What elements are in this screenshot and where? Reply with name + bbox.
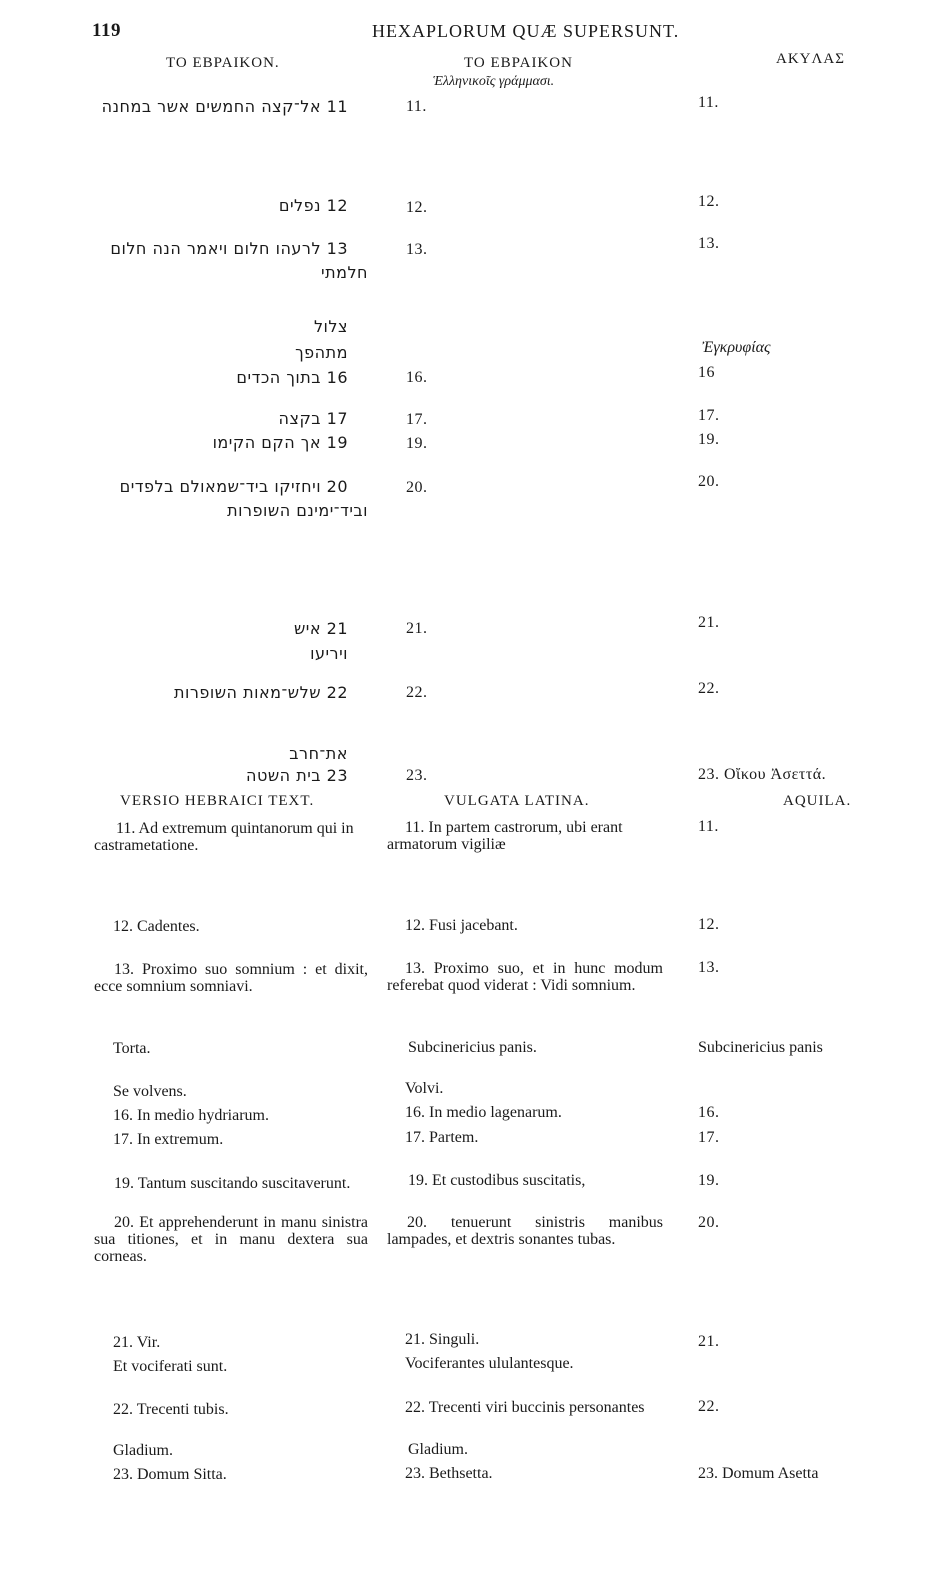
- latin-versio-20: 20. Et apprehenderunt in manu sinistra sua titiones, et in manu dextera sua corneas.: [94, 1214, 368, 1265]
- latin-versio-23: 23. Domum Sitta.: [113, 1466, 227, 1483]
- latin-vulgata-gladium: Gladium.: [408, 1441, 468, 1458]
- hebrew-verse-11: 11 אל־קצה החמשים אשר במחנה: [101, 97, 348, 116]
- aquila-greek-22: 22.: [698, 680, 720, 697]
- latin-aquila-17: 17.: [698, 1129, 720, 1146]
- latin-header-col1: VERSIO HEBRAICI TEXT.: [120, 793, 315, 809]
- hebrew-verse-21: 21 איש: [293, 619, 348, 638]
- greek-col2-22: 22.: [406, 684, 428, 701]
- latin-aquila-subcinericius: Subcinericius panis: [698, 1039, 823, 1056]
- aquila-greek-23: 23. Οἴκου Ἀσεττά.: [698, 766, 827, 783]
- greek-col2-19: 19.: [406, 435, 428, 452]
- latin-versio-12: 12. Cadentes.: [113, 918, 200, 935]
- latin-vulgata-13: 13. Proximo suo, et in hunc modum referebat quod viderat : Vidi somnium.: [387, 960, 663, 994]
- latin-header-col3: AQUILA.: [783, 793, 852, 809]
- latin-aquila-23: 23. Domum Asetta: [698, 1465, 819, 1482]
- hebrew-verse-23: 23 בית השטה: [246, 766, 348, 785]
- greek-col2-12: 12.: [406, 199, 428, 216]
- aquila-greek-enkryphias: Ἐγκρυφίας: [702, 339, 771, 356]
- greek-col2-16: 16.: [406, 369, 428, 386]
- latin-versio-se-volvens: Se volvens.: [113, 1083, 187, 1100]
- latin-vulgata-17: 17. Partem.: [405, 1129, 479, 1146]
- greek-col2-20: 20.: [406, 479, 428, 496]
- latin-versio-13: 13. Proximo suo somnium : et dixit, ecce somnium somniavi.: [94, 961, 368, 995]
- latin-versio-17: 17. In extremum.: [113, 1131, 224, 1148]
- latin-aquila-11: 11.: [698, 818, 719, 835]
- greek-col2-21: 21.: [406, 620, 428, 637]
- latin-vulgata-vociferantes: Vociferantes ululantesque.: [405, 1355, 574, 1372]
- hebrew-verse-16: 16 בתוך הכדים: [236, 368, 348, 387]
- latin-vulgata-19: 19. Et custodibus suscitatis,: [408, 1172, 586, 1189]
- greek-header-col1: TO EBPAIKON.: [166, 55, 280, 71]
- latin-aquila-22: 22.: [698, 1398, 720, 1415]
- latin-vulgata-subcinericius: Subcinericius panis.: [408, 1039, 537, 1056]
- latin-versio-11: 11. Ad extremum quintanorum qui in castrametatione.: [94, 820, 354, 854]
- latin-aquila-21: 21.: [698, 1333, 720, 1350]
- hebrew-verse-20-cont: וביד־ימינם השופרות: [227, 501, 368, 520]
- page-number: 119: [92, 20, 121, 41]
- latin-vulgata-16: 16. In medio lagenarum.: [405, 1104, 562, 1121]
- greek-header-col2-sub: Ἑλληνικοῖς γράμμασι.: [433, 74, 555, 89]
- greek-col2-13: 13.: [406, 241, 428, 258]
- hebrew-word-mithhapech: מתהפך: [295, 343, 348, 362]
- greek-col2-17: 17.: [406, 411, 428, 428]
- aquila-greek-21: 21.: [698, 614, 720, 631]
- latin-versio-22: 22. Trecenti tubis.: [113, 1401, 229, 1418]
- latin-versio-19: 19. Tantum suscitando suscitaverunt.: [114, 1175, 351, 1192]
- hebrew-verse-12: 12 נפלים: [278, 196, 348, 215]
- running-title: HEXAPLORUM QUÆ SUPERSUNT.: [372, 21, 680, 41]
- aquila-greek-12: 12.: [698, 193, 720, 210]
- aquila-greek-19: 19.: [698, 431, 720, 448]
- aquila-greek-20: 20.: [698, 473, 720, 490]
- latin-vulgata-12: 12. Fusi jacebant.: [405, 917, 518, 934]
- latin-versio-vociferati: Et vociferati sunt.: [113, 1358, 228, 1375]
- latin-vulgata-20: 20. tenuerunt sinistris manibus lampades, et dextris sonantes tubas.: [387, 1214, 663, 1248]
- greek-col2-11: 11.: [406, 98, 427, 115]
- hebrew-verse-17: 17 בקצה: [278, 409, 348, 428]
- latin-vulgata-volvi: Volvi.: [405, 1080, 444, 1097]
- hebrew-verse-22: 22 שלש־מאות השופרות: [173, 683, 348, 702]
- greek-header-col3: AKYΛAΣ: [776, 51, 845, 67]
- aquila-greek-13: 13.: [698, 235, 720, 252]
- hebrew-word-et-chereb: את־חרב: [289, 744, 348, 763]
- hebrew-verse-21-cont: ויריעו: [310, 644, 348, 663]
- latin-aquila-13: 13.: [698, 959, 720, 976]
- latin-aquila-20: 20.: [698, 1214, 720, 1231]
- aquila-greek-17: 17.: [698, 407, 720, 424]
- aquila-greek-16: 16: [698, 364, 715, 381]
- latin-versio-21: 21. Vir.: [113, 1334, 161, 1351]
- greek-col2-23: 23.: [406, 767, 428, 784]
- hebrew-verse-13: 13 לרעהו חלום ויאמר הנה חלום: [110, 239, 348, 258]
- hebrew-word-tsalul: צלול: [313, 317, 348, 336]
- hebrew-verse-20: 20 ויחזיקו ביד־שמאולם בלפדים: [119, 477, 348, 496]
- latin-versio-gladium: Gladium.: [113, 1442, 173, 1459]
- hebrew-verse-13-cont: חלמתי: [320, 263, 368, 282]
- latin-versio-torta: Torta.: [113, 1040, 151, 1057]
- latin-versio-16: 16. In medio hydriarum.: [113, 1107, 269, 1124]
- latin-vulgata-21: 21. Singuli.: [405, 1331, 480, 1348]
- latin-aquila-16: 16.: [698, 1104, 720, 1121]
- latin-aquila-19: 19.: [698, 1172, 720, 1189]
- greek-header-col2: TO EBPAIKON: [464, 55, 573, 71]
- latin-vulgata-11: 11. In partem castrorum, ubi erant armatorum vigiliæ: [387, 819, 623, 853]
- latin-vulgata-23: 23. Bethsetta.: [405, 1465, 493, 1482]
- aquila-greek-11: 11.: [698, 94, 719, 111]
- latin-vulgata-22: 22. Trecenti viri buccinis personantes: [405, 1399, 645, 1416]
- hebrew-verse-19: 19 אך הקם הקימו: [212, 433, 348, 452]
- latin-header-col2: VULGATA LATINA.: [444, 793, 590, 809]
- latin-aquila-12: 12.: [698, 916, 720, 933]
